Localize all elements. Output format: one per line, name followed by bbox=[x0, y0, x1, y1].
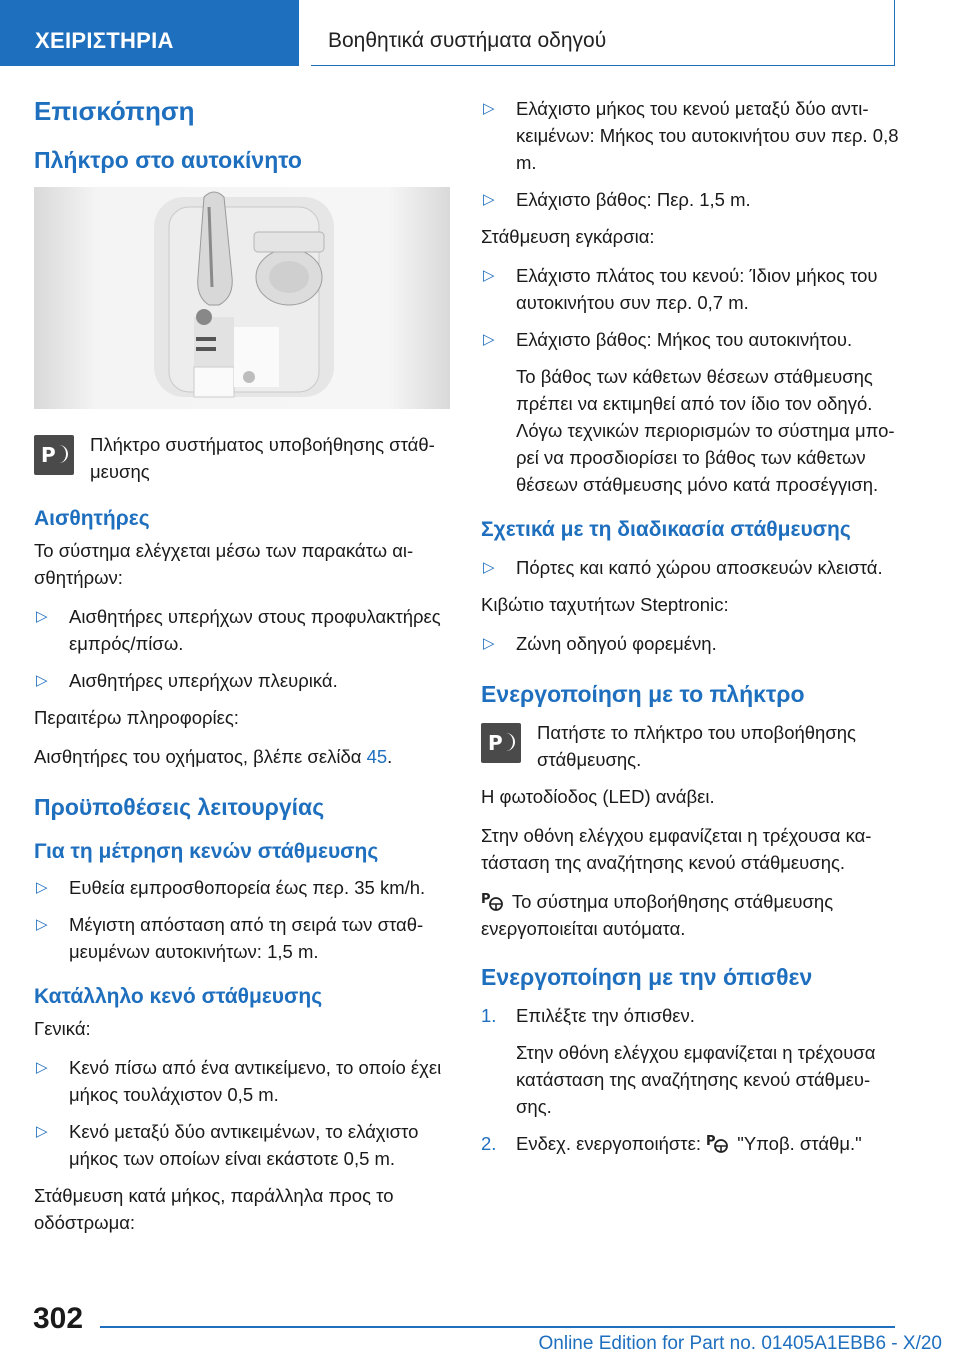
triangle-bullet-icon: ▷ bbox=[483, 267, 495, 284]
list-item: ▷ Πόρτες και καπό χώρου αποσκευών κλειστά. bbox=[481, 554, 901, 581]
svg-text:P: P bbox=[481, 892, 491, 907]
list-item: 1. Επιλέξτε την όπισθεν. bbox=[481, 1005, 695, 1026]
button-heading: Πλήκτρο στο αυτοκίνητο bbox=[34, 147, 302, 173]
sensors-intro: Το σύστημα ελέγχεται μέσω των παρακάτω αι‐σθητήρων: bbox=[34, 540, 414, 588]
right-column bbox=[481, 95, 901, 1167]
triangle-bullet-icon: ▷ bbox=[483, 100, 495, 117]
list-item: ▷ Ελάχιστο βάθος: Περ. 1,5 m. bbox=[481, 186, 901, 213]
activate-button-heading: Ενεργοποίηση με το πλήκτρο bbox=[481, 681, 805, 707]
display-status-text: Στην οθόνη ελέγχου εμφανίζεται η τρέχουσα κα‐τάσταση της αναζήτησης κενού στάθμευσης. bbox=[481, 825, 872, 873]
list-item: 2. Ενδεχ. ενεργοποιήστε: P "Υποβ. στάθμ." bbox=[481, 1133, 862, 1154]
activate-button-text: Πατήστε το πλήκτρο του υποβοήθησης στάθμευσης. bbox=[537, 722, 856, 770]
button-caption-row bbox=[34, 431, 454, 485]
parallel-label: Στάθμευση κατά μήκος, παράλληλα προς το οδόστρωμα: bbox=[34, 1185, 394, 1233]
list-item: ▷ Αισθητήρες υπερήχων στους προφυλακτήρες εμπρός/πίσω. bbox=[34, 603, 454, 657]
requirements-heading: Προϋποθέσεις λειτουργίας bbox=[34, 794, 325, 820]
section-tab: ΧΕΙΡΙΣΤΗΡΙΑ bbox=[0, 0, 299, 66]
list-item: ▷ Κενό πίσω από ένα αντικείμενο, το οποίο έχει μήκος τουλάχιστον 0,5 m. bbox=[34, 1054, 454, 1108]
activate-reverse-heading: Ενεργοποίηση με την όπισθεν bbox=[481, 964, 813, 990]
list-item: ▷ Ελάχιστο μήκος του κενού μεταξύ δύο αντι‐κειμένων: Μήκος του αυτοκινήτου συν περ. 0,8 m. bbox=[481, 95, 901, 176]
vehicle-sensors-ref: Αισθητήρες του οχήματος, βλέπε σελίδα 45. bbox=[34, 746, 393, 767]
triangle-bullet-icon: ▷ bbox=[36, 608, 48, 625]
triangle-bullet-icon: ▷ bbox=[483, 331, 495, 348]
left-column bbox=[34, 95, 454, 1248]
parking-steering-icon bbox=[481, 890, 507, 912]
list-item: ▷ Ελάχιστο πλάτος του κενού: Ίδιον μήκος του αυτοκινήτου συν περ. 0,7 m. bbox=[481, 262, 901, 316]
list-item: ▷ Ευθεία εμπροσθοπορεία έως περ. 35 km/h. bbox=[34, 874, 454, 901]
measure-heading: Για τη μέτρηση κενών στάθμευσης bbox=[34, 840, 379, 863]
edition-text: Online Edition for Part no. 01405A1EBB6 - X/20 bbox=[538, 1333, 942, 1354]
triangle-bullet-icon: ▷ bbox=[483, 635, 495, 652]
triangle-bullet-icon: ▷ bbox=[36, 1123, 48, 1140]
list-item: ▷ Αισθητήρες υπερήχων πλευρικά. bbox=[34, 667, 454, 694]
chapter-title: Βοηθητικά συστήματα οδηγού bbox=[311, 0, 895, 66]
list-item: ▷ Κενό μεταξύ δύο αντικειμένων, το ελάχιστο μήκος των οποίων είναι εκάστοτε 0,5 m. bbox=[34, 1118, 454, 1172]
triangle-bullet-icon: ▷ bbox=[483, 559, 495, 576]
page-link[interactable]: 45 bbox=[366, 746, 388, 767]
console-illustration bbox=[34, 187, 450, 409]
list-item: ▷ Ελάχιστο βάθος: Μήκος του αυτοκινήτου. bbox=[481, 326, 901, 353]
perpendicular-label: Στάθμευση εγκάρσια: bbox=[481, 226, 655, 247]
parking-assist-button-icon: P bbox=[34, 435, 74, 475]
parking-assist-button-icon: P bbox=[481, 723, 521, 763]
activate-button-row bbox=[481, 719, 901, 773]
button-caption: Πλήκτρο συστήματος υποβοήθησης στάθ‐μευσης bbox=[90, 434, 435, 482]
sensors-heading: Αισθητήρες bbox=[34, 507, 150, 530]
more-info: Περαιτέρω πληροφορίες: bbox=[34, 707, 239, 728]
perpendicular-note: Το βάθος των κάθετων θέσεων στάθμευσης πρέπει να εκτιμηθεί από τον ίδιο τον οδηγό. Λόγω τεχνικών περιορισμών το σύστημα μπο‐ρεί να προσδιορίσει το βάθος των κάθετων θέσεων στάθμευσης μόνο κατά προσέγγιση. bbox=[516, 366, 895, 495]
parking-steering-icon bbox=[706, 1132, 732, 1154]
procedure-heading: Σχετικά με τη διαδικασία στάθμευσης bbox=[481, 518, 851, 541]
led-text: Η φωτοδίοδος (LED) ανάβει. bbox=[481, 786, 715, 807]
center-console-photo bbox=[34, 187, 450, 409]
triangle-bullet-icon: ▷ bbox=[36, 672, 48, 689]
auto-active-text: P Το σύστημα υποβοήθησης στάθμευσης ενεργοποιείται αυτόματα. bbox=[481, 891, 834, 939]
svg-text:P: P bbox=[706, 1134, 716, 1149]
page-number: 302 bbox=[33, 1302, 84, 1335]
gap-heading: Κατάλληλο κενό στάθμευσης bbox=[34, 985, 323, 1008]
triangle-bullet-icon: ▷ bbox=[36, 1059, 48, 1076]
list-item: ▷ Μέγιστη απόσταση από τη σειρά των σταθ‐μευμένων αυτοκινήτων: 1,5 m. bbox=[34, 911, 454, 965]
step-detail: Στην οθόνη ελέγχου εμφανίζεται η τρέχουσα κατάσταση της αναζήτησης κενού στάθμευ‐σης. bbox=[516, 1042, 876, 1117]
overview-heading: Επισκόπηση bbox=[34, 96, 195, 126]
list-item: ▷ Ζώνη οδηγού φορεμένη. bbox=[481, 630, 901, 657]
triangle-bullet-icon: ▷ bbox=[36, 879, 48, 896]
triangle-bullet-icon: ▷ bbox=[483, 191, 495, 208]
footer-divider bbox=[100, 1326, 895, 1328]
general-label: Γενικά: bbox=[34, 1018, 91, 1039]
gearbox-label: Κιβώτιο ταχυτήτων Steptronic: bbox=[481, 594, 729, 615]
triangle-bullet-icon: ▷ bbox=[36, 916, 48, 933]
